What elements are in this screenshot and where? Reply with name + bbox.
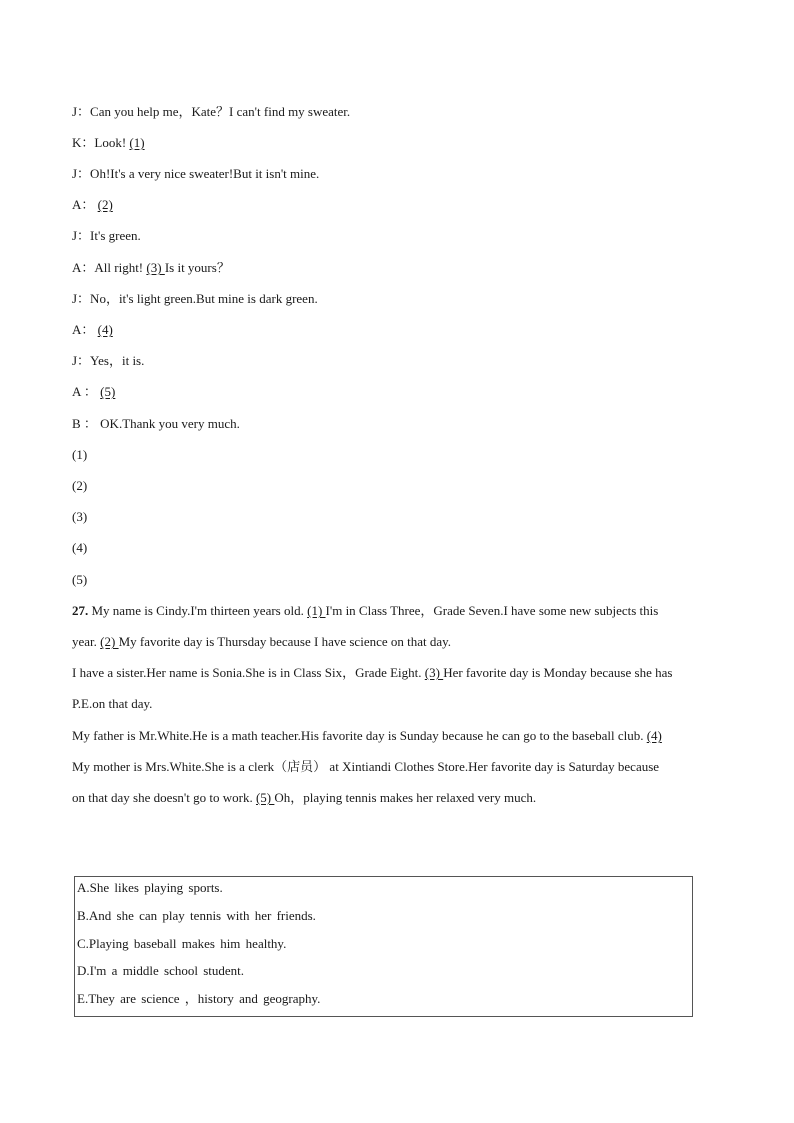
q27-line-4: P.E.on that day. — [72, 696, 153, 711]
dialogue-line-11: B ： OK.Thank you very much. — [72, 416, 240, 431]
q27-blank-2: (2) — [100, 634, 119, 649]
blank-3: (3) — [146, 260, 165, 275]
option-d: D.I'm a middle school student. — [77, 963, 245, 978]
q27-line-7: on that day she doesn't go to work. (5) Oh，playing tennis makes her relaxed very much. — [72, 790, 537, 805]
options-box — [74, 876, 693, 1017]
answer-line-5: (5) — [72, 572, 88, 587]
dialogue-line-7: J：No，it's light green.But mine is dark green. — [72, 291, 318, 306]
q27-blank-4: (4) — [646, 728, 662, 743]
dialogue-line-5: J：It's green. — [72, 228, 141, 243]
dialogue-line-2: K：Look! (1) — [72, 135, 145, 150]
dialogue-line-1: J：Can you help me，Kate？I can't find my sweater. — [72, 104, 351, 119]
blank-4: (4) — [97, 322, 113, 337]
q27-blank-5: (5) — [255, 790, 275, 805]
q27-blank-3: (3) — [424, 665, 444, 680]
option-a: A.She likes playing sports. — [77, 880, 223, 895]
dialogue-line-3: J：Oh!It's a very nice sweater!But it isn't mine. — [72, 166, 320, 181]
blank-1: (1) — [129, 135, 145, 150]
q27-blank-1: (1) — [307, 603, 326, 618]
option-b: B.And she can play tennis with her friends. — [77, 908, 316, 923]
q27-line-1: 27. My name is Cindy.I'm thirteen years old. (1) I'm in Class Three，Grade Seven.I have some new subjects this — [72, 603, 659, 618]
answer-line-4: (4) — [72, 540, 88, 555]
dialogue-line-8: A： (4) — [72, 322, 113, 337]
q27-line-5: My father is Mr.White.He is a math teacher.His favorite day is Sunday because he can go to the baseball club. (4) — [72, 728, 662, 743]
question-number: 27. — [72, 603, 89, 618]
option-e: E.They are science ，history and geography. — [77, 991, 321, 1006]
dialogue-line-4: A： (2) — [72, 197, 113, 212]
q27-line-3: I have a sister.Her name is Sonia.She is in Class Six，Grade Eight. (3) Her favorite day is Monday because she has — [72, 665, 673, 680]
answer-line-3: (3) — [72, 509, 88, 524]
option-c: C.Playing baseball makes him healthy. — [77, 936, 287, 951]
blank-5: (5) — [100, 384, 116, 399]
answer-line-2: (2) — [72, 478, 88, 493]
answer-line-1: (1) — [72, 447, 88, 462]
dialogue-line-10: A ： (5) — [72, 384, 116, 399]
blank-2: (2) — [97, 197, 113, 212]
q27-line-2: year. (2) My favorite day is Thursday because I have science on that day. — [72, 634, 452, 649]
dialogue-line-6: A：All right! (3) Is it yours？ — [72, 260, 230, 275]
q27-line-6: My mother is Mrs.White.She is a clerk（店员） at Xintiandi Clothes Store.Her favorite day is Saturday because — [72, 759, 660, 774]
dialogue-line-9: J：Yes，it is. — [72, 353, 145, 368]
